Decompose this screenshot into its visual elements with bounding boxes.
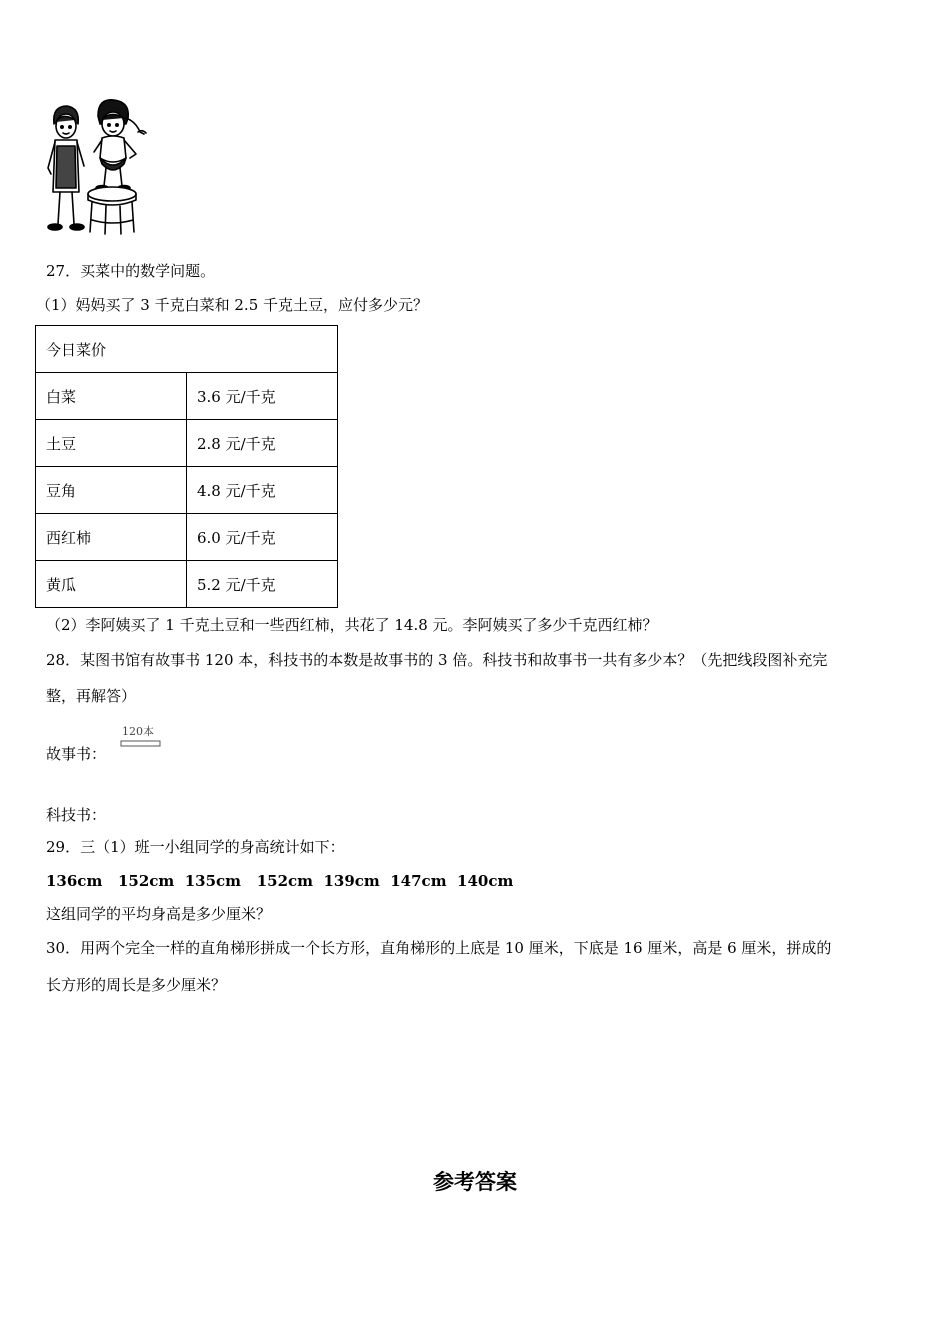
q27-part2: （2）李阿姨买了 1 千克土豆和一些西红柿，共花了 14.8 元。李阿姨买了多少千克西红柿？ [46,616,658,634]
vegetable-price: 5.2 元/千克 [187,561,338,608]
vegetable-price: 4.8 元/千克 [187,467,338,514]
vegetable-price: 6.0 元/千克 [187,514,338,561]
q29-line1: 29．三（1）班一小组同学的身高统计如下： [46,838,345,856]
q28-line2: 整，再解答） [46,687,137,705]
table-header-row [36,326,338,373]
q29-line3: 这组同学的平均身高是多少厘米？ [46,905,272,923]
q30-line2: 长方形的周长是多少厘米？ [46,976,227,994]
table-row [36,561,338,608]
table-row [36,373,338,420]
girls-illustration [40,96,152,238]
vegetable-price: 3.6 元/千克 [187,373,338,420]
vegetable-name: 白菜 [36,373,187,420]
q29-heights: 136cm 152cm 135cm 152cm 139cm 147cm 140cm [46,872,514,890]
q30-line1: 30．用两个完全一样的直角梯形拼成一个长方形，直角梯形的上底是 10 厘米，下底是 16 厘米，高是 6 厘米，拼成的 [46,939,832,957]
table-header: 今日菜价 [36,326,338,373]
table-row [36,467,338,514]
price-table [35,325,338,608]
segment-label: 120本 [122,725,154,738]
vegetable-name: 西红柿 [36,514,187,561]
story-book-label: 故事书： [46,745,107,763]
vegetable-name: 土豆 [36,420,187,467]
q27-title: 27．买菜中的数学问题。 [46,262,216,280]
answer-section-title: 参考答案 [433,1169,517,1194]
vegetable-price: 2.8 元/千克 [187,420,338,467]
vegetable-name: 豆角 [36,467,187,514]
q28-line1: 28．某图书馆有故事书 120 本，科技书的本数是故事书的 3 倍。科技书和故事书一共有多少本？（先把线段图补充完 [46,651,828,669]
vegetable-name: 黄瓜 [36,561,187,608]
science-book-label: 科技书： [46,806,107,824]
q27-part1: （1）妈妈买了 3 千克白菜和 2.5 千克土豆，应付多少元？ [36,296,429,314]
table-row [36,420,338,467]
story-book-segment [120,739,162,749]
table-row [36,514,338,561]
